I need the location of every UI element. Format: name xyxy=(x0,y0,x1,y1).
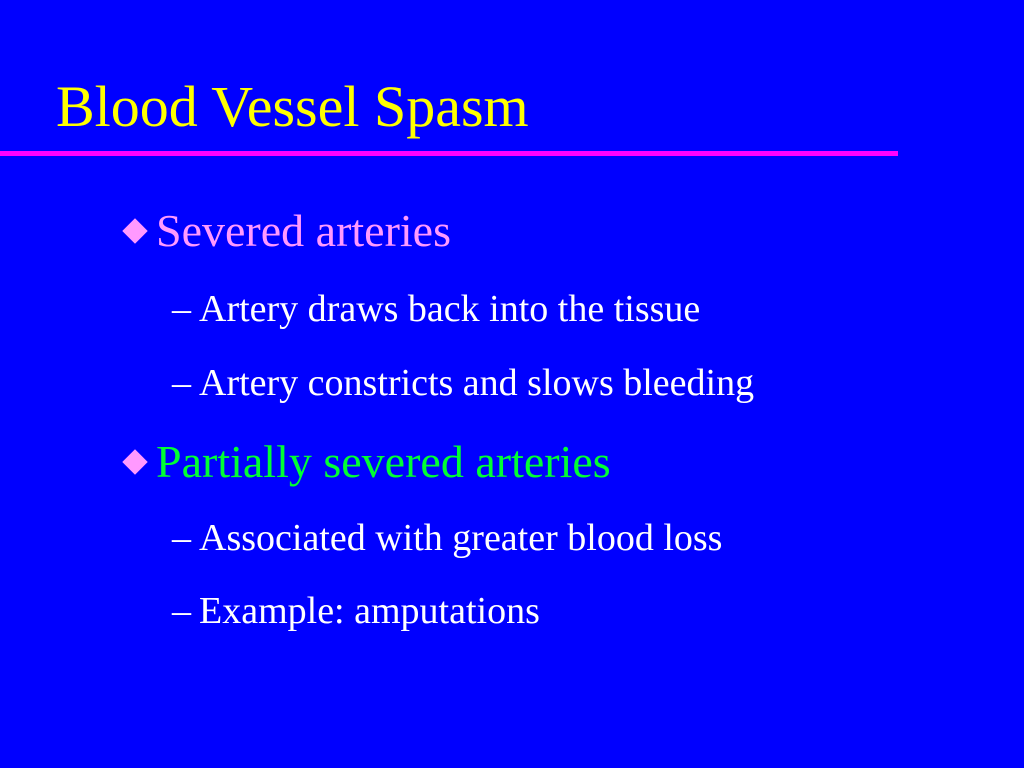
sub-bullet-artery-draws-back xyxy=(172,290,700,328)
dash-marker: – xyxy=(172,517,191,559)
sub-bullet-greater-blood-loss xyxy=(172,519,722,557)
slide-title: Blood Vessel Spasm xyxy=(56,74,529,139)
sub-bullet-text: Example: amputations xyxy=(199,590,540,632)
sub-bullet-text: Associated with greater blood loss xyxy=(199,517,723,559)
sub-bullet-text: Artery constricts and slows bleeding xyxy=(199,362,755,404)
dash-marker: – xyxy=(172,590,191,632)
bullet-severed-arteries xyxy=(126,205,452,256)
title-underline xyxy=(0,151,898,156)
sub-bullet-example-amputations xyxy=(172,592,540,630)
diamond-bullet-icon xyxy=(122,218,147,243)
sub-bullet-artery-constricts xyxy=(172,364,754,402)
bullet-partially-severed-arteries xyxy=(126,436,611,487)
dash-marker: – xyxy=(172,288,191,330)
sub-bullet-text: Artery draws back into the tissue xyxy=(199,288,701,330)
bullet-text: Severed arteries xyxy=(156,205,452,256)
dash-marker: – xyxy=(172,362,191,404)
bullet-text: Partially severed arteries xyxy=(156,436,611,487)
diamond-bullet-icon xyxy=(122,449,147,474)
